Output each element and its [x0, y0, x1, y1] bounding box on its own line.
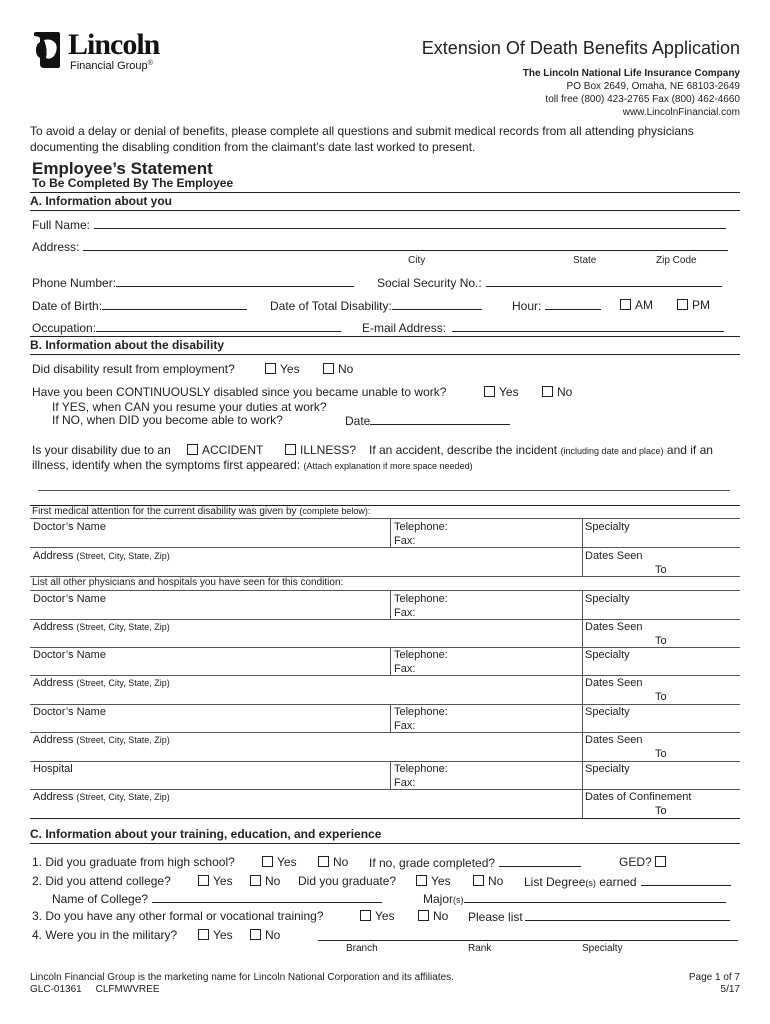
- checkbox-icon[interactable]: [620, 299, 631, 310]
- address-label: Address:: [32, 240, 80, 254]
- company-block: [523, 67, 740, 119]
- address-hint: (Street, City, State, Zip): [76, 792, 170, 802]
- please-list-label: Please list: [468, 910, 523, 924]
- divider: [30, 843, 740, 844]
- college-name-label: Name of College?: [52, 892, 149, 906]
- yes-label: Yes: [431, 874, 451, 888]
- address-cell[interactable]: [33, 621, 170, 633]
- checkbox-icon[interactable]: [323, 363, 334, 374]
- no-label: No: [333, 855, 349, 869]
- am-label: AM: [635, 298, 653, 312]
- divider: [582, 761, 583, 818]
- vocational-no[interactable]: [418, 909, 448, 923]
- address-label: Address: [33, 621, 74, 633]
- specialty-cell[interactable]: Specialty: [585, 593, 630, 605]
- company-name: The Lincoln National Life Insurance Company: [522, 68, 740, 79]
- phone-field[interactable]: [32, 275, 354, 290]
- page-number: Page 1 of 7: [688, 972, 740, 983]
- graduate-yes[interactable]: [416, 874, 451, 888]
- branch-label: Branch: [346, 943, 378, 954]
- rank-label: Rank: [468, 943, 492, 954]
- section-c-heading: C. Information about your training, education, and experience: [30, 827, 382, 841]
- checkbox-icon[interactable]: [187, 444, 198, 455]
- college-question: 2. Did you attend college?: [32, 874, 171, 888]
- fax-cell[interactable]: Fax:: [394, 777, 416, 789]
- fax-cell[interactable]: Fax:: [394, 663, 416, 675]
- checkbox-icon[interactable]: [418, 910, 429, 921]
- divider: [30, 732, 740, 733]
- total-disability-field[interactable]: [270, 298, 482, 313]
- list-all-label: List all other physicians and hospitals you have seen for this condition:: [32, 577, 344, 588]
- section-a-heading: A. Information about you: [30, 194, 172, 208]
- no-label: No: [265, 928, 281, 942]
- ssn-label: Social Security No.:: [377, 276, 482, 290]
- doctor-name-cell[interactable]: Doctor’s Name: [33, 649, 106, 661]
- attach-note: (Attach explanation if more space needed): [303, 461, 473, 471]
- checkbox-icon[interactable]: [677, 299, 688, 310]
- address-hint: (Street, City, State, Zip): [76, 678, 170, 688]
- major-s: (s): [453, 895, 464, 905]
- due-to-text: Is your disability due to an: [32, 443, 171, 457]
- vocational-yes[interactable]: [360, 909, 395, 923]
- high-school-no[interactable]: [318, 855, 348, 869]
- address-hint: (Street, City, State, Zip): [76, 551, 170, 561]
- divider: [30, 675, 740, 676]
- no-label: No: [265, 874, 281, 888]
- describe-text: If an accident, describe the incident: [369, 443, 558, 457]
- no-label: No: [433, 909, 449, 923]
- divider: [390, 647, 391, 675]
- to-label: To: [655, 805, 667, 817]
- major-field[interactable]: [423, 891, 726, 906]
- to-label: To: [655, 691, 667, 703]
- full-name-label: Full Name:: [32, 218, 91, 232]
- able-date-field[interactable]: [345, 413, 510, 428]
- employment-question-text: Did disability result from employment?: [32, 362, 235, 376]
- checkbox-icon[interactable]: [265, 363, 276, 374]
- accident-label: ACCIDENT: [202, 443, 264, 457]
- grade-completed-label: If no, grade completed?: [369, 856, 496, 870]
- divider: [390, 704, 391, 732]
- checkbox-icon[interactable]: [198, 875, 209, 886]
- specialty-cell[interactable]: Specialty: [585, 521, 630, 533]
- continuous-yes[interactable]: [484, 385, 519, 399]
- degree-s: (s): [585, 878, 596, 888]
- logo-name: Lincoln: [68, 28, 160, 61]
- high-school-yes[interactable]: [262, 855, 297, 869]
- divider: [30, 547, 740, 548]
- doctor-name-cell[interactable]: Doctor’s Name: [33, 521, 106, 533]
- dates-seen-cell[interactable]: Dates Seen: [585, 550, 643, 562]
- pm-checkbox[interactable]: [677, 298, 710, 312]
- employment-question: [32, 362, 235, 376]
- ged-checkbox[interactable]: [619, 855, 670, 869]
- yes-label: Yes: [213, 928, 233, 942]
- statement-title: Employee’s Statement: [32, 159, 213, 178]
- vocational-question: 3. Do you have any other formal or vocational training?: [32, 909, 324, 923]
- divider: [582, 590, 583, 647]
- checkbox-icon[interactable]: [484, 386, 495, 397]
- footer-right: [689, 972, 740, 996]
- due-to-question: [32, 443, 171, 457]
- telephone-cell[interactable]: Telephone:: [394, 521, 448, 533]
- divider: [30, 789, 740, 790]
- grade-completed-field[interactable]: [369, 855, 581, 870]
- pm-label: PM: [692, 298, 710, 312]
- telephone-cell[interactable]: Telephone:: [394, 649, 448, 661]
- address-label: Address: [33, 791, 74, 803]
- college-yes[interactable]: [198, 874, 233, 888]
- if-yes-question: If YES, when CAN you resume your duties at work?: [52, 400, 327, 414]
- dob-field[interactable]: [32, 298, 247, 313]
- divider: [30, 647, 740, 648]
- specialty-label: Specialty: [582, 943, 623, 954]
- accident-checkbox[interactable]: [187, 443, 263, 457]
- page-title: Extension Of Death Benefits Application: [421, 38, 740, 58]
- complete-below: (complete below):: [299, 506, 371, 516]
- describe-instructions: [369, 443, 713, 457]
- footer-left: [30, 972, 454, 996]
- divider: [390, 518, 391, 547]
- hospital-cell[interactable]: Hospital: [33, 763, 73, 775]
- address-label: Address: [33, 677, 74, 689]
- employment-yes[interactable]: [265, 362, 300, 376]
- logo-group: [70, 60, 153, 72]
- illness-checkbox[interactable]: [285, 443, 356, 457]
- yes-label: Yes: [375, 909, 395, 923]
- telephone-cell[interactable]: Telephone:: [394, 706, 448, 718]
- high-school-question: 1. Did you graduate from high school?: [32, 855, 235, 869]
- lincoln-logo-icon: [30, 30, 64, 70]
- checkbox-icon[interactable]: [360, 910, 371, 921]
- no-label: No: [557, 385, 573, 399]
- divider: [30, 518, 740, 519]
- hour-field[interactable]: [512, 298, 601, 313]
- yes-label: Yes: [280, 362, 300, 376]
- graduate-no[interactable]: [473, 874, 503, 888]
- to-label: To: [655, 635, 667, 647]
- if-no-question: If NO, when DID you become able to work?: [52, 413, 283, 427]
- ged-label: GED?: [619, 855, 652, 869]
- divider: [30, 336, 740, 337]
- fax-cell[interactable]: Fax:: [394, 720, 416, 732]
- specialty-cell[interactable]: Specialty: [585, 649, 630, 661]
- checkbox-icon[interactable]: [262, 856, 273, 867]
- to-label: To: [655, 748, 667, 760]
- specialty-cell[interactable]: Specialty: [585, 763, 630, 775]
- company-phones: toll free (800) 423-2765 Fax (800) 462-4660: [545, 94, 740, 105]
- yes-label: Yes: [499, 385, 519, 399]
- footer-form-code: GLC-01361 CLFMWVREE: [30, 984, 160, 995]
- address-hint: (Street, City, State, Zip): [76, 622, 170, 632]
- dates-seen-cell[interactable]: Dates Seen: [585, 677, 643, 689]
- phone-label: Phone Number:: [32, 276, 117, 290]
- doctor-name-cell[interactable]: Doctor’s Name: [33, 706, 106, 718]
- email-field[interactable]: [362, 320, 724, 335]
- intro-text: To avoid a delay or denial of benefits, please complete all questions and submit medical records from all attending physicians documenting the disabling condition from the claimant’s date last worked to present.: [30, 124, 694, 154]
- divider: [582, 647, 583, 704]
- military-no[interactable]: [250, 928, 280, 942]
- telephone-cell[interactable]: Telephone:: [394, 763, 448, 775]
- explanation-line[interactable]: [38, 490, 730, 491]
- fax-cell[interactable]: Fax:: [394, 607, 416, 619]
- address-cell[interactable]: [33, 791, 170, 803]
- logo-reg: ®: [147, 60, 153, 67]
- city-label: City: [408, 255, 426, 266]
- military-line[interactable]: [318, 940, 738, 941]
- total-disability-label: Date of Total Disability:: [270, 299, 392, 313]
- zip-label: Zip Code: [656, 255, 697, 266]
- ssn-field[interactable]: [377, 275, 722, 290]
- checkbox-icon[interactable]: [416, 875, 427, 886]
- divider: [30, 210, 740, 211]
- occupation-field[interactable]: [32, 320, 341, 335]
- first-attention-label: [32, 506, 370, 517]
- dates-seen-cell[interactable]: Dates Seen: [585, 621, 643, 633]
- dates-confinement-cell[interactable]: Dates of Confinement: [585, 791, 692, 803]
- divider: [30, 761, 740, 762]
- section-b-heading: B. Information about the disability: [30, 338, 225, 352]
- address-label: Address: [33, 550, 74, 562]
- checkbox-icon[interactable]: [473, 875, 484, 886]
- email-label: E-mail Address:: [362, 321, 447, 335]
- continuous-no[interactable]: [542, 385, 572, 399]
- company-website: www.LincolnFinancial.com: [622, 107, 740, 118]
- divider: [30, 354, 740, 355]
- checkbox-icon[interactable]: [285, 444, 296, 455]
- first-attention-text: First medical attention for the current disability was given by: [32, 506, 297, 517]
- incl-date-place: (including date and place): [560, 446, 664, 456]
- divider: [30, 818, 740, 819]
- illness-label: ILLNESS?: [300, 443, 357, 457]
- divider: [30, 590, 740, 591]
- specialty-cell[interactable]: Specialty: [585, 706, 630, 718]
- divider: [390, 761, 391, 789]
- yes-label: Yes: [213, 874, 233, 888]
- degree-label: List Degree: [524, 875, 586, 889]
- divider: [390, 590, 391, 619]
- continuous-question: Have you been CONTINUOUSLY disabled since you became unable to work?: [32, 385, 447, 399]
- occupation-label: Occupation:: [32, 321, 97, 335]
- dob-label: Date of Birth:: [32, 299, 103, 313]
- address-cell[interactable]: [33, 550, 170, 562]
- checkbox-icon[interactable]: [318, 856, 329, 867]
- checkbox-icon[interactable]: [250, 929, 261, 940]
- no-label: No: [488, 874, 504, 888]
- doctor-name-cell[interactable]: Doctor’s Name: [33, 593, 106, 605]
- earned-label: earned: [599, 875, 637, 889]
- divider: [30, 192, 740, 193]
- footer-marketing: Lincoln Financial Group is the marketing name for Lincoln National Corporation and its affiliates.: [30, 972, 454, 983]
- divider: [582, 704, 583, 761]
- address-label: Address: [33, 734, 74, 746]
- symptoms-text: illness, identify when the symptoms first appeared:: [32, 458, 301, 472]
- address-cell[interactable]: [33, 734, 170, 746]
- degree-field[interactable]: [524, 874, 731, 889]
- military-question: 4. Were you in the military?: [32, 928, 178, 942]
- address-field[interactable]: [32, 239, 728, 254]
- hour-label: Hour:: [512, 299, 542, 313]
- date-label: Date: [345, 414, 371, 428]
- employment-no[interactable]: [323, 362, 353, 376]
- am-checkbox[interactable]: [620, 298, 653, 312]
- company-address: PO Box 2649, Omaha, NE 68103-2649: [566, 81, 740, 92]
- college-name-field[interactable]: [52, 891, 382, 906]
- symptoms-question: [32, 458, 473, 472]
- state-label: State: [573, 255, 597, 266]
- statement-subtitle: To Be Completed By The Employee: [32, 176, 234, 190]
- please-list-field[interactable]: [468, 909, 730, 924]
- military-yes[interactable]: [198, 928, 233, 942]
- logo-group-text: Financial Group: [70, 60, 148, 72]
- checkbox-icon[interactable]: [250, 875, 261, 886]
- address-cell[interactable]: [33, 677, 170, 689]
- divider: [30, 619, 740, 620]
- divider: [582, 518, 583, 576]
- checkbox-icon[interactable]: [542, 386, 553, 397]
- dates-seen-cell[interactable]: Dates Seen: [585, 734, 643, 746]
- fax-cell[interactable]: Fax:: [394, 535, 416, 547]
- address-hint: (Street, City, State, Zip): [76, 735, 170, 745]
- telephone-cell[interactable]: Telephone:: [394, 593, 448, 605]
- graduate-question: Did you graduate?: [298, 874, 397, 888]
- to-label: To: [655, 564, 667, 576]
- and-if-an: and if an: [666, 443, 713, 457]
- full-name-field[interactable]: [32, 217, 726, 232]
- yes-label: Yes: [277, 855, 297, 869]
- major-label: Major: [423, 892, 454, 906]
- checkbox-icon[interactable]: [655, 856, 666, 867]
- divider: [30, 704, 740, 705]
- checkbox-icon[interactable]: [198, 929, 209, 940]
- college-no[interactable]: [250, 874, 280, 888]
- no-label: No: [338, 362, 354, 376]
- form-date: 5/17: [720, 984, 740, 995]
